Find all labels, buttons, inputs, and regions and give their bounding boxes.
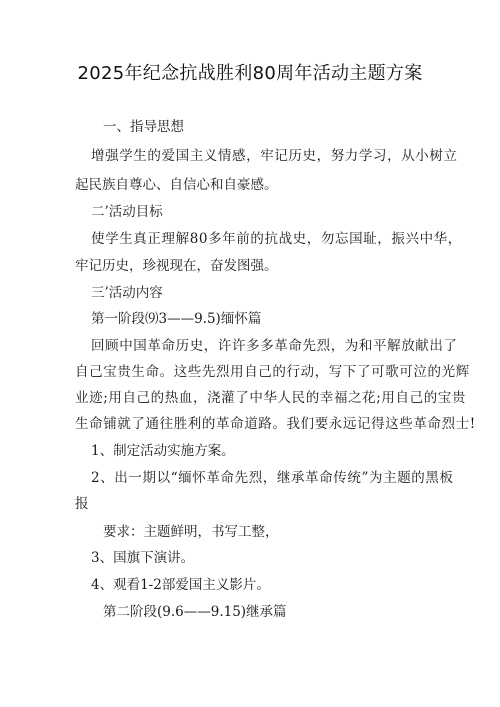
list-item: 1、制定活动实施方案。 [91,443,235,459]
paragraph-line: 使学生真正理解80多年前的抗战史，勿忘国耻，振兴中华， [91,231,462,247]
section-heading-activity-content: 三’活动内容 [91,285,163,301]
paragraph-line: 生命铺就了通往胜利的革命道路。我们要永远记得这些革命烈士! [75,416,476,432]
stage-heading: 第二阶段(9.6——9.15)继承篇 [103,604,287,620]
requirement-line: 要求：主题鲜明，书写工整， [103,524,279,540]
document-title: 2025年纪念抗战胜利80周年活动主题方案 [77,63,423,84]
paragraph-line: 报 [75,496,89,512]
paragraph-line: 增强学生的爱国主义情感，牢记历史，努力学习，从小树立 [91,148,458,164]
paragraph-line: 业迹;用自己的热血，浇灌了中华人民的幸福之花;用自己的宝贵 [75,390,466,406]
stage-heading: 第一阶段⑼3——9.5)缅怀篇 [91,311,262,327]
list-item: 2、出一期以“缅怀革命先烈，继承革命传统”为主题的黑板 [91,470,454,486]
paragraph-line: 牢记历史，珍视现在，奋发图强。 [75,258,278,274]
list-item: 3、国旗下演讲。 [91,550,195,566]
paragraph-line: 自己宝贵生命。这些先烈用自己的行动，写下了可歌可泣的光辉 [75,364,470,380]
paragraph-line: 起民族自尊心、自信心和自豪感。 [75,177,278,193]
section-heading-guiding-ideas: 一、指导思想 [103,119,184,135]
list-item: 4、观看1-2部爱国主义影片。 [91,577,270,593]
paragraph-line: 回顾中国革命历史，许许多多革命先烈，为和平解放献出了 [91,338,458,354]
section-heading-activity-goals: 二’活动目标 [91,204,163,220]
